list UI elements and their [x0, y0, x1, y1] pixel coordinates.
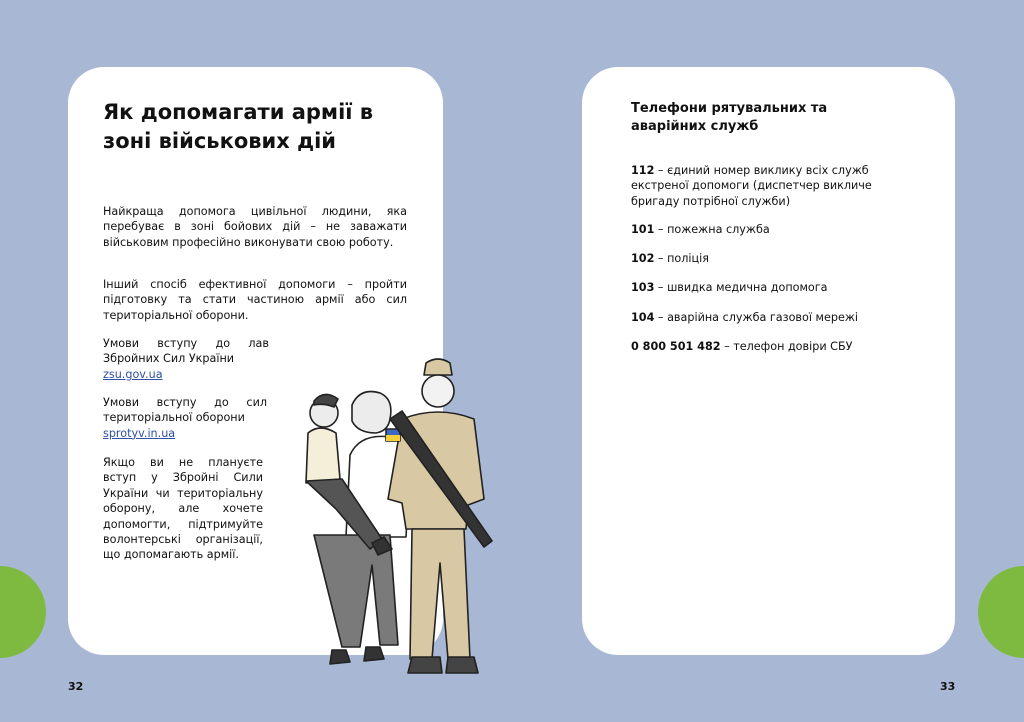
phone-item-sbu [631, 339, 921, 354]
zsu-conditions-text: Умови вступу до лав Збройних Сил України [103, 337, 269, 366]
page-number-left: 32 [68, 680, 84, 693]
phone-desc: – єдиний номер виклику всіх служб екстреної допомоги (диспетчер викличе бригаду потрібної служби) [631, 164, 872, 208]
zsu-conditions [103, 336, 269, 382]
phone-desc: – телефон довіри СБУ [720, 340, 853, 353]
paragraph-other-way: Інший спосіб ефективної допомоги – пройти підготовку та стати частиною армії або сил територіальної оборони. [103, 278, 407, 322]
green-circle-right [978, 566, 1024, 658]
paragraph-volunteer: Якщо ви не плануєте вступ у Збройні Сили України чи територіальну оборону, але хочете допомогти, підтримуйте волонтерські організації, що допомагають армії. [103, 456, 263, 562]
phone-item-104 [631, 310, 921, 325]
phone-number: 112 [631, 164, 655, 177]
zsu-link[interactable]: zsu.gov.ua [103, 367, 163, 381]
paragraph-best-help: Найкраща допомога цивільної людини, яка перебуває в зоні бойових дій – не заважати військовим професійно виконувати свою роботу. [103, 205, 407, 249]
phone-number: 101 [631, 223, 655, 236]
phone-desc: – поліція [654, 252, 709, 265]
phone-item-102 [631, 251, 921, 266]
tro-conditions-text: Умови вступу до сил територіальної оборони [103, 396, 267, 425]
phone-number: 102 [631, 252, 655, 265]
phone-item-103 [631, 280, 921, 295]
family-soldier-illustration [292, 355, 512, 685]
phone-number: 104 [631, 311, 655, 324]
phone-number: 0 800 501 482 [631, 340, 721, 353]
tro-conditions [103, 395, 267, 441]
phone-desc: – аварійна служба газової мережі [654, 311, 859, 324]
phone-item-112 [631, 163, 921, 209]
phone-item-101 [631, 222, 921, 237]
phone-desc: – швидка медична допомога [654, 281, 828, 294]
right-page-card [582, 67, 955, 655]
phone-desc: – пожежна служба [654, 223, 770, 236]
right-page-title: Телефони рятувальних та аварійних служб [631, 101, 828, 134]
page-number-right: 33 [940, 680, 956, 693]
tro-link[interactable]: sprotyv.in.ua [103, 426, 176, 440]
left-page-title: Як допомагати армії в зоні військових дій [103, 100, 374, 153]
phone-number: 103 [631, 281, 655, 294]
green-circle-left [0, 566, 46, 658]
